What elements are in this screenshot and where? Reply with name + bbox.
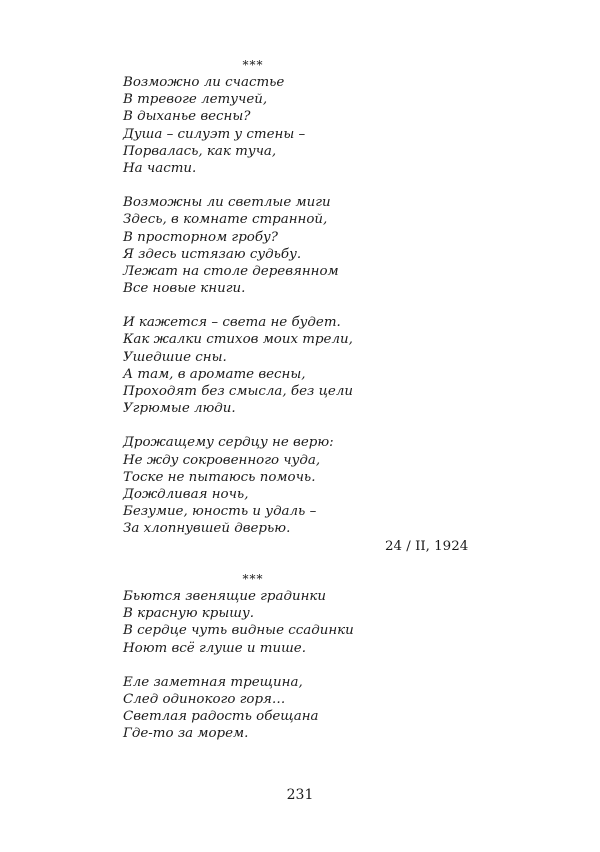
poem-line: Душа – силуэт у стены – [123, 126, 306, 142]
poem-line: Безумие, юность и удаль – [123, 504, 317, 520]
poem-line: В сердце чуть видные ссадинки [123, 623, 354, 639]
poem-line: Здесь, в комнате странной, [123, 212, 328, 228]
poem-line: Угрюмые люди. [123, 401, 236, 417]
poem-line: Не жду сокровенного чуда, [123, 452, 321, 468]
poem-line: Проходят без смысла, без цели [123, 384, 353, 399]
stanza [123, 434, 503, 537]
poem-line: А там, в аромате весны, [123, 366, 306, 382]
poem-line: В красную крышу. [123, 606, 254, 622]
poem-line: В тревоге летучей, [123, 92, 268, 108]
poem-separator: *** [242, 58, 264, 72]
stanza [123, 74, 503, 177]
poem-1 [123, 58, 503, 538]
poem-line: Дождливая ночь, [123, 486, 249, 502]
poem-line: В дыханье весны? [123, 109, 251, 125]
poem-line: В просторном гробу? [123, 229, 278, 245]
poem-line: Как жалки стихов моих трели, [123, 332, 353, 348]
poem-line: Порвалась, как туча, [123, 143, 277, 159]
poem-line: Где-то за морем. [123, 726, 249, 742]
poem-line: И кажется – света не будет. [123, 315, 341, 331]
poem-line: Все новые книги. [123, 281, 246, 297]
poem-line: Ушедшие сны. [123, 349, 227, 365]
poem-separator: *** [242, 572, 264, 586]
poem-date: 24 / II, 1924 [385, 539, 469, 554]
poem-line: Еле заметная трещина, [123, 674, 303, 690]
poem-line: Дрожащему сердцу не верю: [123, 435, 334, 451]
poem-line: Светлая радость обещана [123, 709, 319, 725]
poem-line: Бьются звенящие градинки [123, 589, 327, 604]
page-number: 231 [286, 787, 314, 803]
poem-line: Ноют всё глуше и тише. [123, 640, 306, 656]
poem-line: Возможно ли счастье [123, 75, 285, 90]
stanza [123, 588, 503, 657]
poem-2 [123, 572, 503, 743]
poem-line: Я здесь истязаю судьбу. [123, 246, 302, 262]
poem-line: На части. [123, 160, 197, 176]
poem-line: Возможны ли светлые миги [123, 195, 331, 211]
stanza [123, 194, 503, 297]
poem-line: За хлопнувшей дверью. [123, 521, 291, 537]
poem-line: Лежат на столе деревянном [123, 263, 339, 279]
poem-line: Тоске не пытаюсь помочь. [123, 469, 316, 485]
poem-line: След одинокого горя… [123, 691, 286, 707]
stanza [123, 674, 503, 743]
stanza [123, 314, 503, 417]
